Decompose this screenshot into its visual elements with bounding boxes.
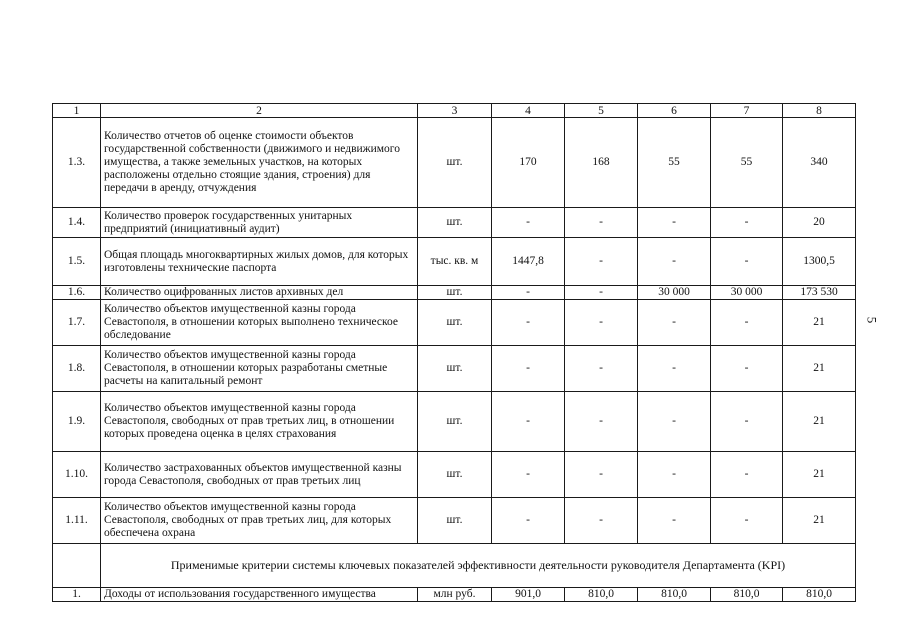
row-description: Доходы от использования государственного имущества — [101, 588, 418, 602]
table-row — [53, 300, 856, 346]
table-row — [53, 118, 856, 208]
indicators-table — [52, 103, 856, 602]
value-col-8: 21 — [783, 452, 856, 498]
row-unit: шт. — [418, 286, 492, 300]
value-col-6: 55 — [638, 118, 711, 208]
row-number: 1.9. — [53, 392, 101, 452]
value-col-8: 21 — [783, 498, 856, 544]
value-col-5: - — [565, 346, 638, 392]
value-col-6: - — [638, 300, 711, 346]
row-number: 1.11. — [53, 498, 101, 544]
value-col-4: 170 — [492, 118, 565, 208]
value-col-6: - — [638, 452, 711, 498]
value-col-4: - — [492, 286, 565, 300]
value-col-4: - — [492, 208, 565, 238]
table-row — [53, 452, 856, 498]
row-number: 1.4. — [53, 208, 101, 238]
value-col-7: - — [711, 452, 783, 498]
value-col-6: - — [638, 238, 711, 286]
value-col-4: - — [492, 498, 565, 544]
value-col-8: 21 — [783, 392, 856, 452]
value-col-6: 30 000 — [638, 286, 711, 300]
row-description: Количество объектов имущественной казны города Севастополя, свободных от прав третьих лиц, в отношении которых проведена оценка в целях страхования — [101, 392, 418, 452]
column-header: 4 — [492, 104, 565, 118]
row-description: Количество объектов имущественной казны города Севастополя, свободных от прав третьих лиц, для которых обеспечена охрана — [101, 498, 418, 544]
value-col-7: - — [711, 238, 783, 286]
table-row — [53, 498, 856, 544]
column-header: 3 — [418, 104, 492, 118]
value-col-8: 21 — [783, 300, 856, 346]
value-col-6: - — [638, 392, 711, 452]
value-col-6: 810,0 — [638, 588, 711, 602]
row-description: Количество проверок государственных унитарных предприятий (инициативный аудит) — [101, 208, 418, 238]
row-description: Количество оцифрованных листов архивных дел — [101, 286, 418, 300]
row-number: 1. — [53, 588, 101, 602]
value-col-5: - — [565, 208, 638, 238]
row-number: 1.8. — [53, 346, 101, 392]
row-number: 1.3. — [53, 118, 101, 208]
row-number: 1.6. — [53, 286, 101, 300]
row-number: 1.7. — [53, 300, 101, 346]
value-col-5: - — [565, 300, 638, 346]
column-header: 8 — [783, 104, 856, 118]
table-row — [53, 346, 856, 392]
value-col-8: 173 530 — [783, 286, 856, 300]
column-header: 1 — [53, 104, 101, 118]
value-col-8: 810,0 — [783, 588, 856, 602]
value-col-7: - — [711, 346, 783, 392]
value-col-4: - — [492, 452, 565, 498]
table-row — [53, 238, 856, 286]
row-unit: шт. — [418, 346, 492, 392]
value-col-8: 21 — [783, 346, 856, 392]
kpi-section-title: Применимые критерии системы ключевых показателей эффективности деятельности руководителя Департамента (KPI) — [101, 544, 856, 588]
row-unit: шт. — [418, 118, 492, 208]
kpi-section-row — [53, 544, 856, 588]
row-unit: тыс. кв. м — [418, 238, 492, 286]
table-row — [53, 208, 856, 238]
value-col-7: - — [711, 498, 783, 544]
row-description: Количество объектов имущественной казны города Севастополя, в отношении которых разработаны сметные расчеты на капитальный ремонт — [101, 346, 418, 392]
value-col-6: - — [638, 208, 711, 238]
column-header: 6 — [638, 104, 711, 118]
value-col-7: - — [711, 300, 783, 346]
value-col-7: - — [711, 208, 783, 238]
row-number: 1.10. — [53, 452, 101, 498]
value-col-7: 30 000 — [711, 286, 783, 300]
column-header: 7 — [711, 104, 783, 118]
value-col-7: 810,0 — [711, 588, 783, 602]
page-number: 5 — [864, 316, 880, 324]
value-col-5: - — [565, 286, 638, 300]
row-description: Количество объектов имущественной казны города Севастополя, в отношении которых выполнено техническое обследование — [101, 300, 418, 346]
value-col-5: 168 — [565, 118, 638, 208]
value-col-7: 55 — [711, 118, 783, 208]
value-col-6: - — [638, 346, 711, 392]
table-header-row — [53, 104, 856, 118]
value-col-6: - — [638, 498, 711, 544]
column-header: 5 — [565, 104, 638, 118]
value-col-5: - — [565, 238, 638, 286]
row-unit: шт. — [418, 208, 492, 238]
row-unit: шт. — [418, 452, 492, 498]
kpi-section-number-cell — [53, 544, 101, 588]
row-unit: млн руб. — [418, 588, 492, 602]
row-description: Общая площадь многоквартирных жилых домов, для которых изготовлены технические паспорта — [101, 238, 418, 286]
value-col-4: - — [492, 346, 565, 392]
value-col-8: 1300,5 — [783, 238, 856, 286]
value-col-8: 340 — [783, 118, 856, 208]
value-col-5: 810,0 — [565, 588, 638, 602]
value-col-7: - — [711, 392, 783, 452]
table-row — [53, 588, 856, 602]
table-row — [53, 392, 856, 452]
column-header: 2 — [101, 104, 418, 118]
value-col-4: 1447,8 — [492, 238, 565, 286]
row-unit: шт. — [418, 300, 492, 346]
value-col-4: - — [492, 392, 565, 452]
row-number: 1.5. — [53, 238, 101, 286]
value-col-8: 20 — [783, 208, 856, 238]
value-col-5: - — [565, 452, 638, 498]
row-description: Количество застрахованных объектов имущественной казны города Севастополя, свободных от прав третьих лиц — [101, 452, 418, 498]
row-unit: шт. — [418, 392, 492, 452]
value-col-5: - — [565, 392, 638, 452]
table-row — [53, 286, 856, 300]
row-unit: шт. — [418, 498, 492, 544]
value-col-4: 901,0 — [492, 588, 565, 602]
row-description: Количество отчетов об оценке стоимости объектов государственной собственности (движимого и недвижимого имущества, а также земельных участков, на которых расположены отдельно стоящие здания, строения) для передачи в аренду, отчуждения — [101, 118, 418, 208]
value-col-5: - — [565, 498, 638, 544]
value-col-4: - — [492, 300, 565, 346]
